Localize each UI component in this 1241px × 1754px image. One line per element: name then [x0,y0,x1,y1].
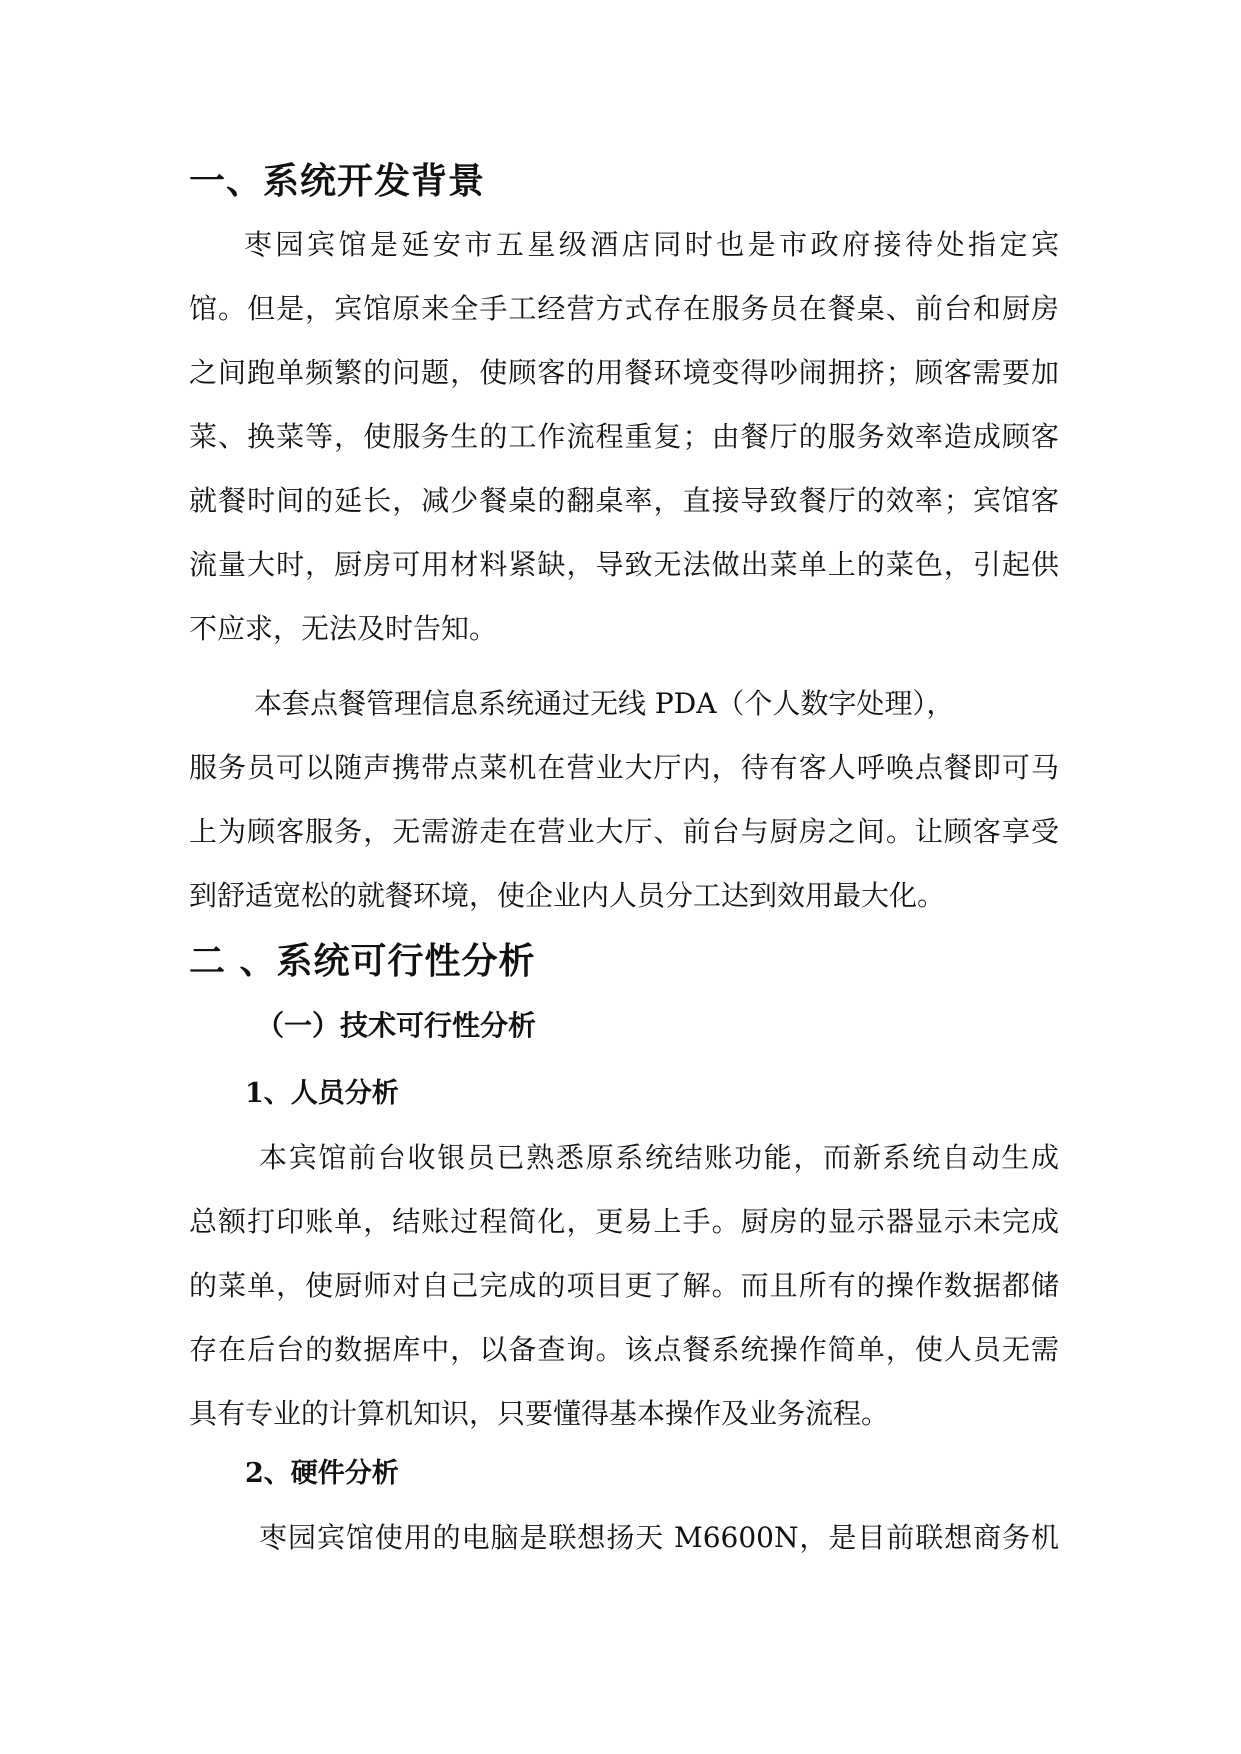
paragraph-pda-system [189,672,1059,928]
text-line: 总额打印账单，结账过程简化，更易上手。厨房的显示器显示未完成 [189,1205,1059,1238]
text-line: 具有专业的计算机知识，只要懂得基本操作及业务流程。 [189,1397,890,1430]
text-line: 就餐时间的延长，减少餐桌的翻桌率，直接导致餐厅的效率；宾馆客 [189,484,1059,517]
paragraph-hardware [189,1506,1059,1570]
subsection-heading: （一）技术可行性分析 [256,1009,537,1042]
section-heading-1: 一、系统开发背景 [189,161,486,202]
text-line: 存在后台的数据库中，以备查询。该点餐系统操作简单，使人员无需 [189,1333,1059,1366]
paragraph-background [189,213,1059,661]
text-line: 菜、换菜等，使服务生的工作流程重复；由餐厅的服务效率造成顾客 [189,420,1059,453]
text-line: 枣园宾馆是延安市五星级酒店同时也是市政府接待处指定宾 [244,228,1059,261]
text-line: 馆。但是，宾馆原来全手工经营方式存在服务员在餐桌、前台和厨房 [189,292,1059,325]
text-line: 上为顾客服务，无需游走在营业大厅、前台与厨房之间。让顾客享受 [189,815,1059,848]
text-line: 枣园宾馆使用的电脑是联想扬天 M6600N，是目前联想商务机 [259,1521,1059,1554]
text-line: 本套点餐管理信息系统通过无线 PDA（个人数字处理）， [254,687,955,720]
item-heading-hardware: 2、硬件分析 [245,1458,399,1489]
section-heading-2: 二 、系统可行性分析 [189,941,536,982]
text-line: 服务员可以随声携带点菜机在营业大厅内，待有客人呼唤点餐即可马 [189,751,1059,784]
paragraph-personnel [189,1126,1059,1446]
text-line: 本宾馆前台收银员已熟悉原系统结账功能，而新系统自动生成 [259,1141,1059,1174]
text-line: 之间跑单频繁的问题，使顾客的用餐环境变得吵闹拥挤；顾客需要加 [189,356,1059,389]
text-line: 的菜单，使厨师对自己完成的项目更了解。而且所有的操作数据都储 [189,1269,1059,1302]
text-line: 到舒适宽松的就餐环境，使企业内人员分工达到效用最大化。 [189,879,946,912]
item-heading-personnel: 1、人员分析 [245,1078,399,1109]
text-line: 不应求，无法及时告知。 [189,612,498,645]
text-line: 流量大时，厨房可用材料紧缺，导致无法做出菜单上的菜色，引起供 [189,548,1059,581]
